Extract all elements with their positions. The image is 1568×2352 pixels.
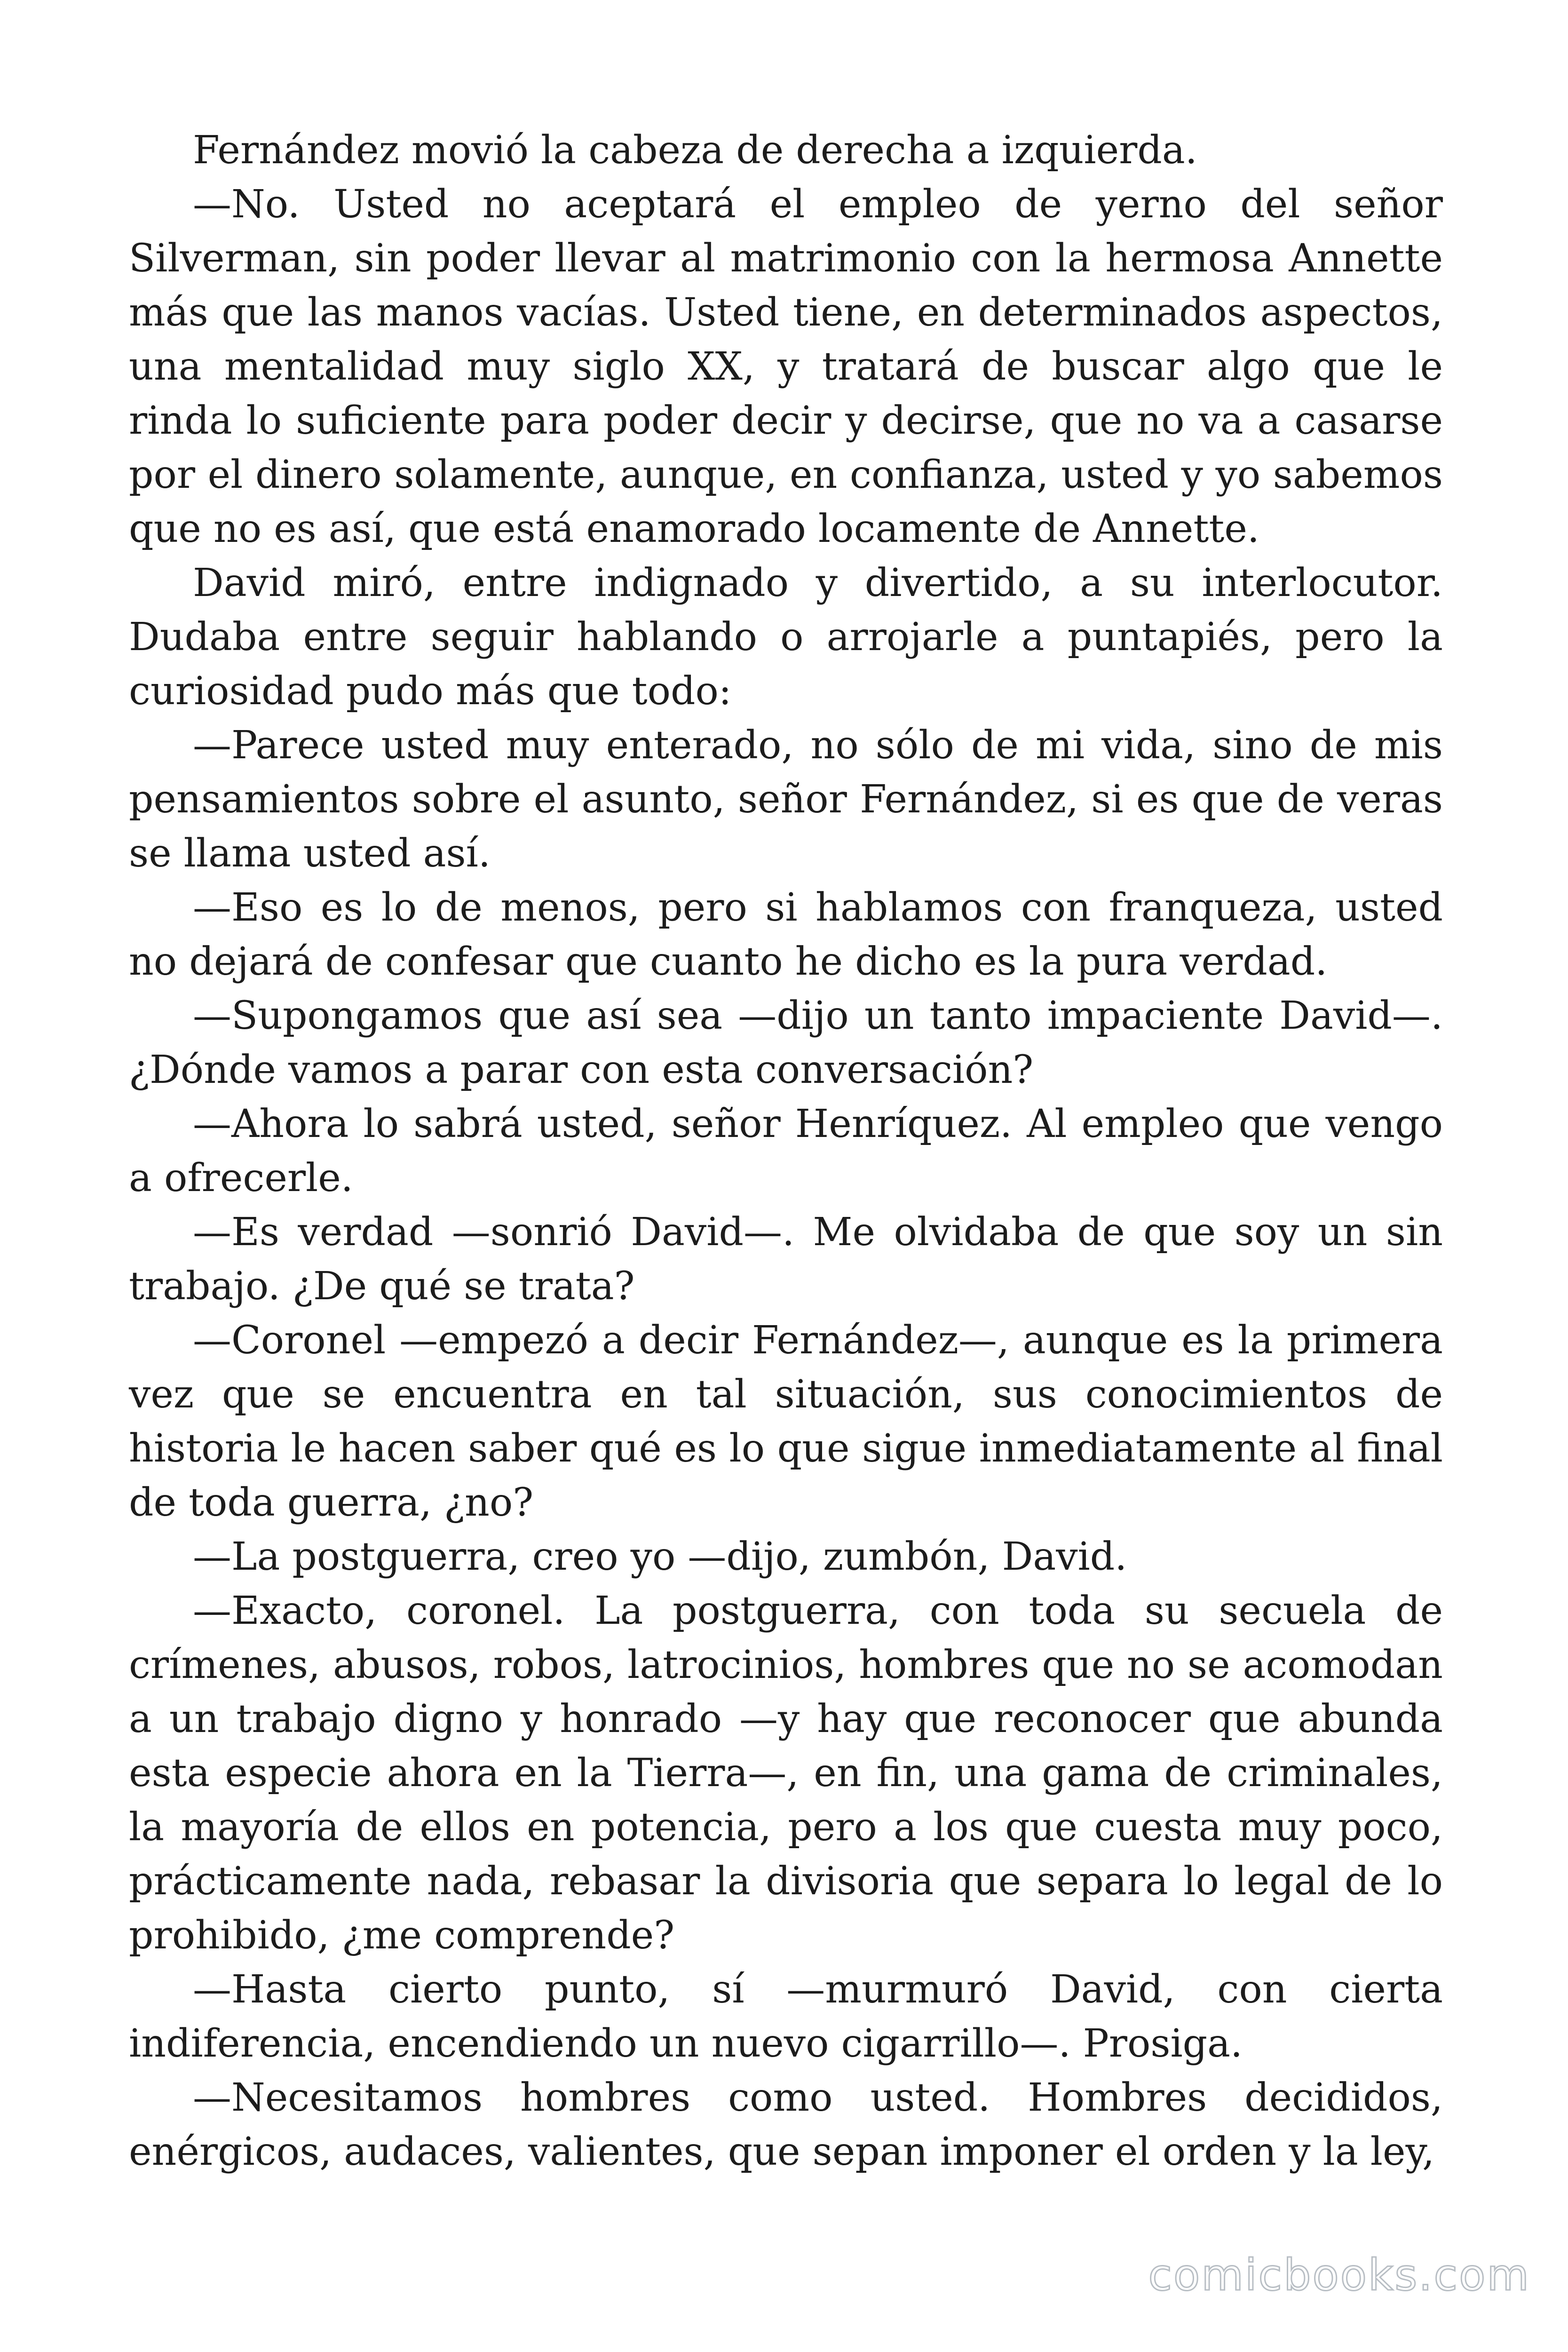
paragraph: —Hasta cierto punto, sí —murmuró David, con cierta indiferencia, encendiendo un nuevo cigarrillo—. Prosiga.	[129, 1967, 1443, 2066]
page-text	[129, 123, 1443, 2179]
paragraph: —La postguerra, creo yo —dijo, zumbón, David.	[193, 1534, 1127, 1579]
paragraph: —Eso es lo de menos, pero si hablamos con franqueza, usted no dejará de confesar que cuanto he dicho es la pura verdad.	[129, 885, 1443, 984]
paragraph: —Coronel —empezó a decir Fernández—, aunque es la primera vez que se encuentra en tal situación, sus conocimientos de historia le hacen saber qué es lo que sigue inmediatamente al final de toda guerra, ¿no?	[129, 1318, 1443, 1525]
paragraph: —Parece usted muy enterado, no sólo de mi vida, sino de mis pensamientos sobre el asunto, señor Fernández, si es que de veras se llama usted así.	[129, 723, 1443, 876]
paragraph: David miró, entre indignado y divertido, a su interlocutor. Dudaba entre seguir hablando o arrojarle a puntapiés, pero la curiosidad pudo más que todo:	[129, 561, 1443, 714]
watermark: comicbooks.com	[1148, 2250, 1530, 2300]
paragraph: —Ahora lo sabrá usted, señor Henríquez. Al empleo que vengo a ofrecerle.	[129, 1102, 1443, 1200]
paragraph: —Necesitamos hombres como usted. Hombres decididos, enérgicos, audaces, valientes, que sepan imponer el orden y la ley,	[129, 2075, 1443, 2174]
paragraph: —Supongamos que así sea —dijo un tanto impaciente David—. ¿Dónde vamos a parar con esta conversación?	[129, 993, 1443, 1092]
paragraph: —No. Usted no aceptará el empleo de yerno del señor Silverman, sin poder llevar al matrimonio con la hermosa Annette más que las manos vacías. Usted tiene, en determinados aspectos, una mentalidad muy siglo XX, y tratará de buscar algo que le rinda lo suficiente para poder decir y decirse, que no va a casarse por el dinero solamente, aunque, en confianza, usted y yo sabemos que no es así, que está enamorado locamente de Annette.	[129, 182, 1443, 551]
paragraph: —Exacto, coronel. La postguerra, con toda su secuela de crímenes, abusos, robos, latrocinios, hombres que no se acomodan a un trabajo digno y honrado —y hay que reconocer que abunda esta especie ahora en la Tierra—, en fin, una gama de criminales, la mayoría de ellos en potencia, pero a los que cuesta muy poco, prácticamente nada, rebasar la divisoria que separa lo legal de lo prohibido, ¿me comprende?	[129, 1589, 1443, 1958]
paragraph: —Es verdad —sonrió David—. Me olvidaba de que soy un sin trabajo. ¿De qué se trata?	[129, 1210, 1443, 1309]
paragraph: Fernández movió la cabeza de derecha a izquierda.	[193, 128, 1197, 173]
